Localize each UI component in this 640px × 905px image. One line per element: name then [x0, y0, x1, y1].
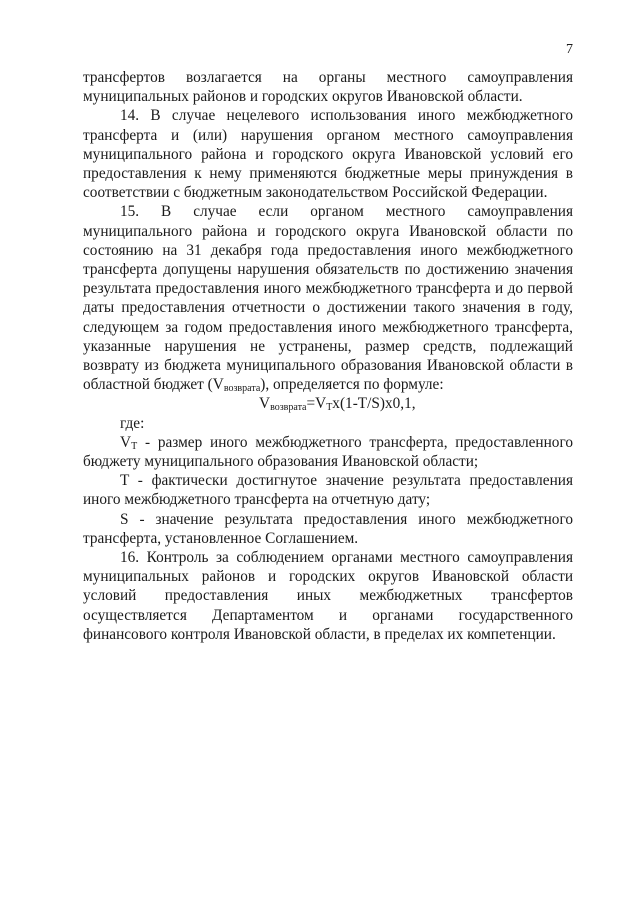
- document-body: [83, 68, 573, 644]
- paragraph-15-text: 15. В случае если органом местного самоуправления муниципального района и городского округа Ивановской области по состоянию на 31 декабря года предоставления иного межбюджетного трансферта допущены нарушения обязательств по достижению значения результата предоставления иного межбюджетного трансферта и до первой даты предоставления отчетности о достижении такого значения в году, следующем за годом предоставления иного межбюджетного трансферта, указанные нарушения не устранены, размер средств, подлежащий возврату из бюджета муниципального образования Ивановской области в областной бюджет (V: [83, 203, 573, 394]
- definition-vt: [83, 433, 573, 471]
- paragraph-14: 14. В случае нецелевого использования иного межбюджетного трансферта и (или) нарушения органом местного самоуправления муниципального района и городского округа Ивановской условий его предоставления к нему применяются бюджетные меры принуждения в соответствии с бюджетным законодательством Российской Федерации.: [83, 107, 573, 202]
- formula: [83, 394, 573, 413]
- page-number: 7: [566, 42, 573, 57]
- formula-v: V: [259, 395, 271, 413]
- definition-vt-subscript: T: [131, 440, 138, 452]
- paragraph-15: [83, 202, 573, 394]
- formula-equals: =V: [306, 395, 327, 413]
- formula-v-subscript: возврата: [270, 402, 307, 414]
- paragraph-15-end: ), определяется по формуле:: [260, 376, 444, 394]
- formula-t-subscript: T: [326, 402, 333, 414]
- definition-t: T - фактически достигнутое значение результата предоставления иного межбюджетного трансферта на отчетную дату;: [83, 472, 573, 509]
- formula-rest: x(1-T/S)x0,1,: [332, 395, 416, 413]
- definition-vt-text: - размер иного межбюджетного трансферта, предоставленного бюджету муниципального образования Ивановской области;: [83, 433, 573, 471]
- paragraph-16: 16. Контроль за соблюдением органами местного самоуправления муниципальных районов и городских округов Ивановской области условий предоставления иных межбюджетных трансфертов осуществляется Департаментом и органами государственного финансового контроля Ивановской области, в пределах их компетенции.: [83, 549, 573, 643]
- definition-vt-symbol: V: [120, 433, 132, 451]
- paragraph-continuation: трансфертов возлагается на органы местного самоуправления муниципальных районов и городских округов Ивановской области.: [83, 69, 573, 106]
- where-label: где:: [120, 414, 145, 432]
- paragraph-15-subscript: возврата: [223, 383, 261, 395]
- definition-s: S - значение результата предоставления иного межбюджетного трансферта, установленное Соглашением.: [83, 510, 573, 547]
